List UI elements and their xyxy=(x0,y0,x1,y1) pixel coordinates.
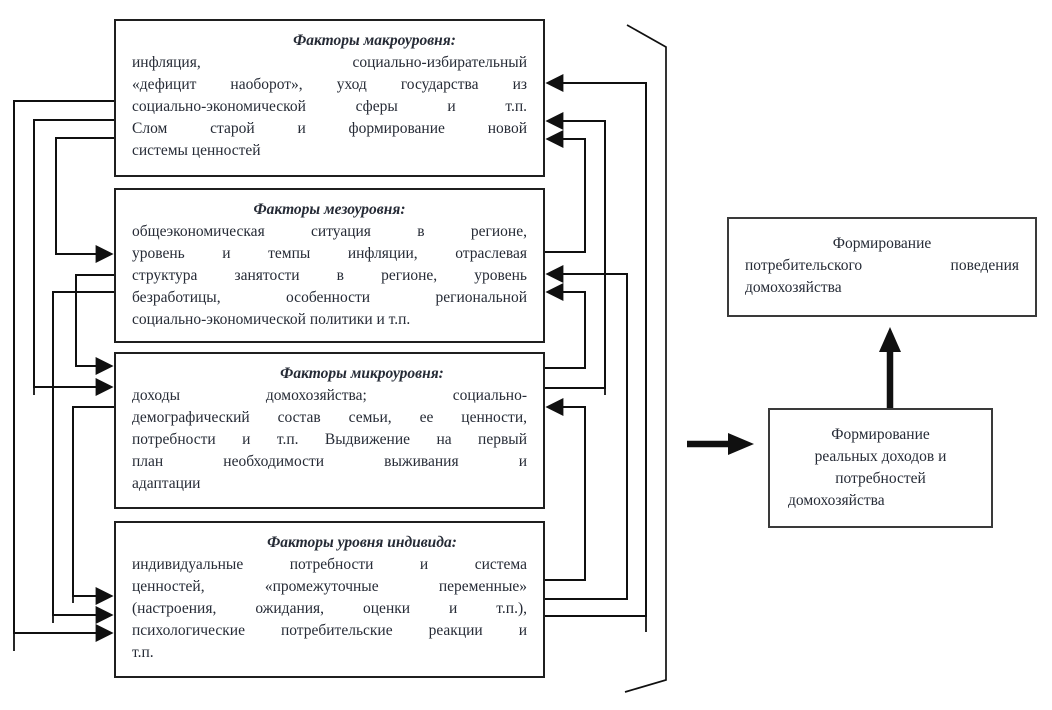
consumer-behavior-box xyxy=(727,217,1037,317)
feedback-arrow-box4-to-box3 xyxy=(545,407,585,580)
feedback-arrow-box3-to-box4 xyxy=(73,407,114,596)
macro-factors-text: инфляция, социально-избирательный «дефицит наоборот», уход государства из социально-экономической сферы и т.п. Слом старой и формирование новой системы ценностей xyxy=(132,54,527,159)
feedback-arrow-box1-to-box2 xyxy=(56,138,114,254)
feedback-arrow-box1-to-box4 xyxy=(14,101,114,633)
feedback-arrow-box4-to-box1 xyxy=(545,83,646,616)
feedback-arrow-box1-to-box3 xyxy=(34,120,114,387)
individual-factors-text: индивидуальные потребности и система ценностей, «промежуточные переменные» (настроения, ожидания, оценки и т.п.), психологические потребительские реакции и т.п. xyxy=(132,556,527,661)
feedback-arrow-box2-to-box4 xyxy=(53,292,114,615)
feedback-arrow-box2-to-box1 xyxy=(545,139,585,252)
macro-factors-title: Факторы макроуровня: xyxy=(293,32,456,49)
real-income-text: Формирование реальных доходов и потребностей домохозяйства xyxy=(788,426,947,509)
flow-arrow-up xyxy=(879,327,901,408)
meso-factors-text: общеэкономическая ситуация в регионе, уровень и темпы инфляции, отраслевая структура занятости в регионе, уровень безработицы, особенности региональной социально-экономической политики и т.п. xyxy=(132,223,527,328)
consumer-behavior-text: Формирование потребительского поведения домохозяйства xyxy=(745,235,1019,296)
meso-factors-title: Факторы мезоуровня: xyxy=(253,201,406,218)
feedback-arrow-box3-to-box1 xyxy=(545,121,605,388)
flow-arrow-right xyxy=(687,433,754,455)
individual-factors-box xyxy=(114,521,545,678)
micro-factors-title: Факторы микроуровня: xyxy=(280,365,444,382)
micro-factors-box xyxy=(114,352,545,509)
grouping-brace xyxy=(625,25,666,692)
individual-factors-title: Факторы уровня индивида: xyxy=(267,534,457,551)
feedback-arrow-box3-to-box2 xyxy=(545,292,585,368)
feedback-arrow-box2-to-box3 xyxy=(76,275,114,366)
macro-factors-box xyxy=(114,19,545,177)
micro-factors-text: доходы домохозяйства; социально- демографический состав семьи, ее ценности, потребности и т.п. Выдвижение на первый план необходимости выживания и адаптации xyxy=(132,387,527,492)
feedback-arrow-box4-to-box2 xyxy=(545,274,627,599)
meso-factors-box xyxy=(114,188,545,343)
real-income-box xyxy=(768,408,993,528)
